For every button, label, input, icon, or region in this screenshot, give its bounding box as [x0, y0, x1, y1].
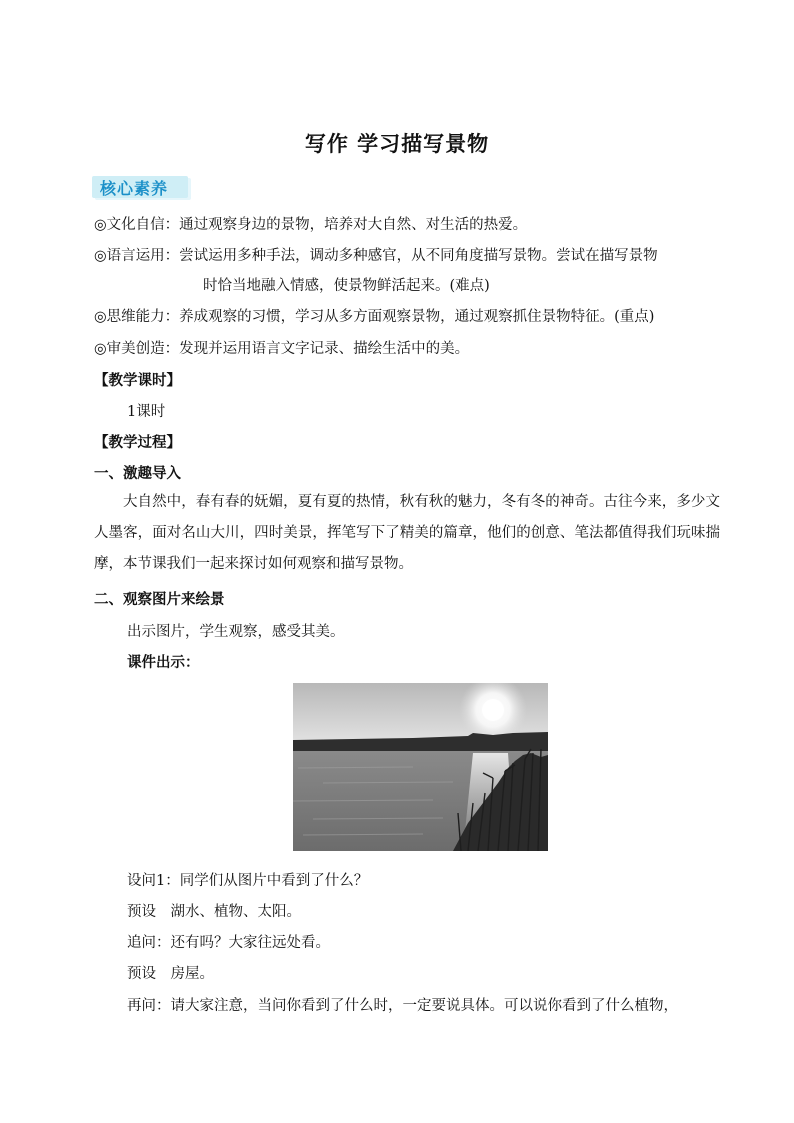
lake-sunset-photo	[293, 683, 548, 851]
core-item-culture: ◎文化自信：通过观察身边的景物，培养对大自然、对生活的热爱。	[94, 217, 528, 233]
step1-paragraph: 大自然中，春有春的妩媚，夏有夏的热情，秋有秋的魅力，冬有冬的神奇。古往今来，多少文人墨客，面对名山大川，四时美景，挥笔写下了精美的篇章，他们的创意、笔法都值得我们玩味揣摩，本节课我们一起来探讨如何观察和描写景物。	[94, 494, 720, 572]
core-literacy-badge	[92, 174, 192, 200]
step1-heading: 一、激趣导入	[94, 466, 181, 482]
answer-1: 预设 湖水、植物、太阳。	[127, 904, 301, 920]
core-item-language-cont: 时恰当地融入情感，使景物鲜活起来。(难点)	[203, 278, 490, 294]
section-process-heading: 【教学过程】	[94, 435, 181, 451]
courseware-label: 课件出示：	[127, 655, 200, 671]
page-title: 写作 学习描写景物	[304, 132, 490, 156]
section-hours-heading: 【教学课时】	[94, 373, 181, 389]
step2-instruction: 出示图片，学生观察，感受其美。	[127, 624, 345, 640]
core-item-language: ◎语言运用：尝试运用多种手法，调动多种感官，从不同角度描写景物。尝试在描写景物	[94, 248, 658, 264]
step2-heading: 二、观察图片来绘景	[94, 592, 225, 608]
badge-label: 核心素养	[100, 179, 169, 198]
core-item-aesthetic: ◎审美创造：发现并运用语言文字记录、描绘生活中的美。	[94, 341, 470, 357]
hours-value: 1课时	[127, 404, 166, 420]
question-2: 追问：还有吗？大家往远处看。	[127, 935, 330, 951]
core-item-thinking: ◎思维能力：养成观察的习惯，学习从多方面观察景物，通过观察抓住景物特征。(重点)	[94, 309, 655, 325]
answer-2: 预设 房屋。	[127, 966, 214, 982]
question-1: 设问1：同学们从图片中看到了什么？	[127, 873, 369, 889]
question-3: 再问：请大家注意，当问你看到了什么时，一定要说具体。可以说你看到了什么植物，	[127, 998, 678, 1014]
